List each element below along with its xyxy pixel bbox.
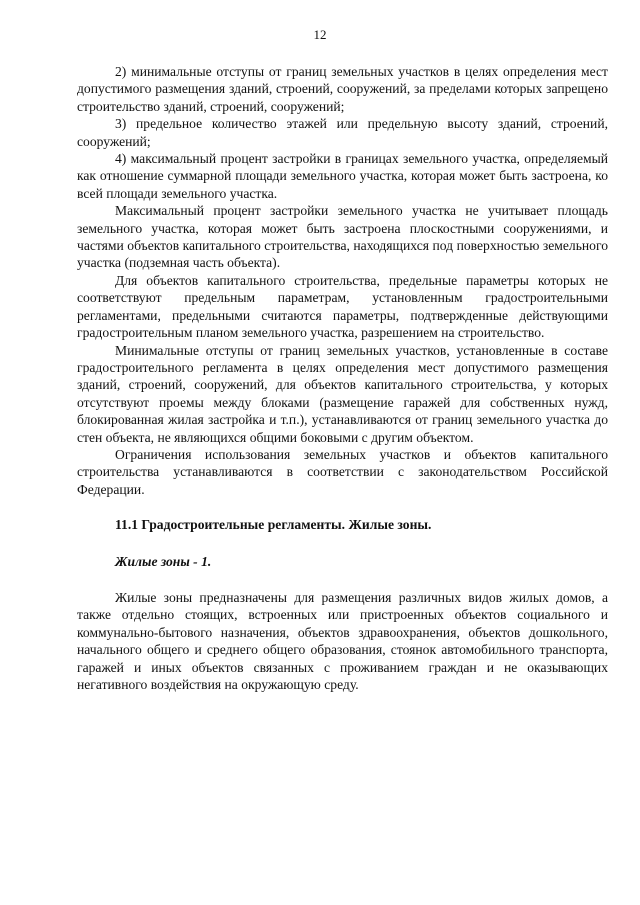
- paragraph-max-build-percent: 4) максимальный процент застройки в границах земельного участка, определяемый как отношение суммарной площади земельного участка, которая может быть застроена, ко всей площади земельного участка.: [77, 151, 608, 201]
- section-heading: 11.1 Градостроительные регламенты. Жилые зоны.: [115, 517, 432, 533]
- paragraph-setbacks-blocks: Минимальные отступы от границ земельных участков, установленные в составе градостроительного регламента в целях определения мест допустимого размещения зданий, строений, сооружений, для объектов капитального строительства, у которых отсутствуют проемы между блоками (размещение гаражей для собственных нужд, блокированная жилая застройка и т.п.), устанавливаются от границ земельного участка до стен объекта, не являющихся общими боковыми с другим объектом.: [77, 342, 608, 445]
- paragraph-build-percent-exclusions: Максимальный процент застройки земельного участка не учитывает площадь земельного участка, которая может быть застроена плоскостными сооружениями, и частями объектов капитального строительства, находящихся под поверхностью земельного участка (подземная часть объекта).: [77, 203, 608, 271]
- document-body: [77, 63, 608, 693]
- subsection-heading: Жилые зоны - 1.: [115, 553, 212, 569]
- paragraph-max-floors: 3) предельное количество этажей или предельную высоту зданий, строений, сооружений;: [77, 116, 608, 149]
- page-number: 12: [313, 27, 327, 42]
- paragraph-usage-restrictions: Ограничения использования земельных участков и объектов капитального строительства устанавливаются в соответствии с законодательством Российской Федерации.: [77, 446, 608, 497]
- paragraph-residential-zones: Жилые зоны предназначены для размещения различных видов жилых домов, а также отдельно стоящих, встроенных или пристроенных объектов социального и коммунально-бытового назначения, объектов здравоохранения, объектов дошкольного, начального общего и среднего общего образования, стоянок автомобильного транспорта, гаражей и иных объектов связанных с проживанием граждан и не оказывающих негативного воздействия на окружающую среду.: [77, 589, 608, 692]
- paragraph-min-setbacks: 2) минимальные отступы от границ земельных участков в целях определения мест допустимого размещения зданий, строений, сооружений, за пределами которых запрещено строительство зданий, строений, сооружений;: [77, 64, 608, 114]
- paragraph-nonconforming-objects: Для объектов капитального строительства, предельные параметры которых не соответствуют предельным параметрам, установленным градостроительными регламентами, предельными считаются параметры, подтвержденные действующими градостроительным планом земельного участка, разрешением на строительство.: [77, 272, 608, 341]
